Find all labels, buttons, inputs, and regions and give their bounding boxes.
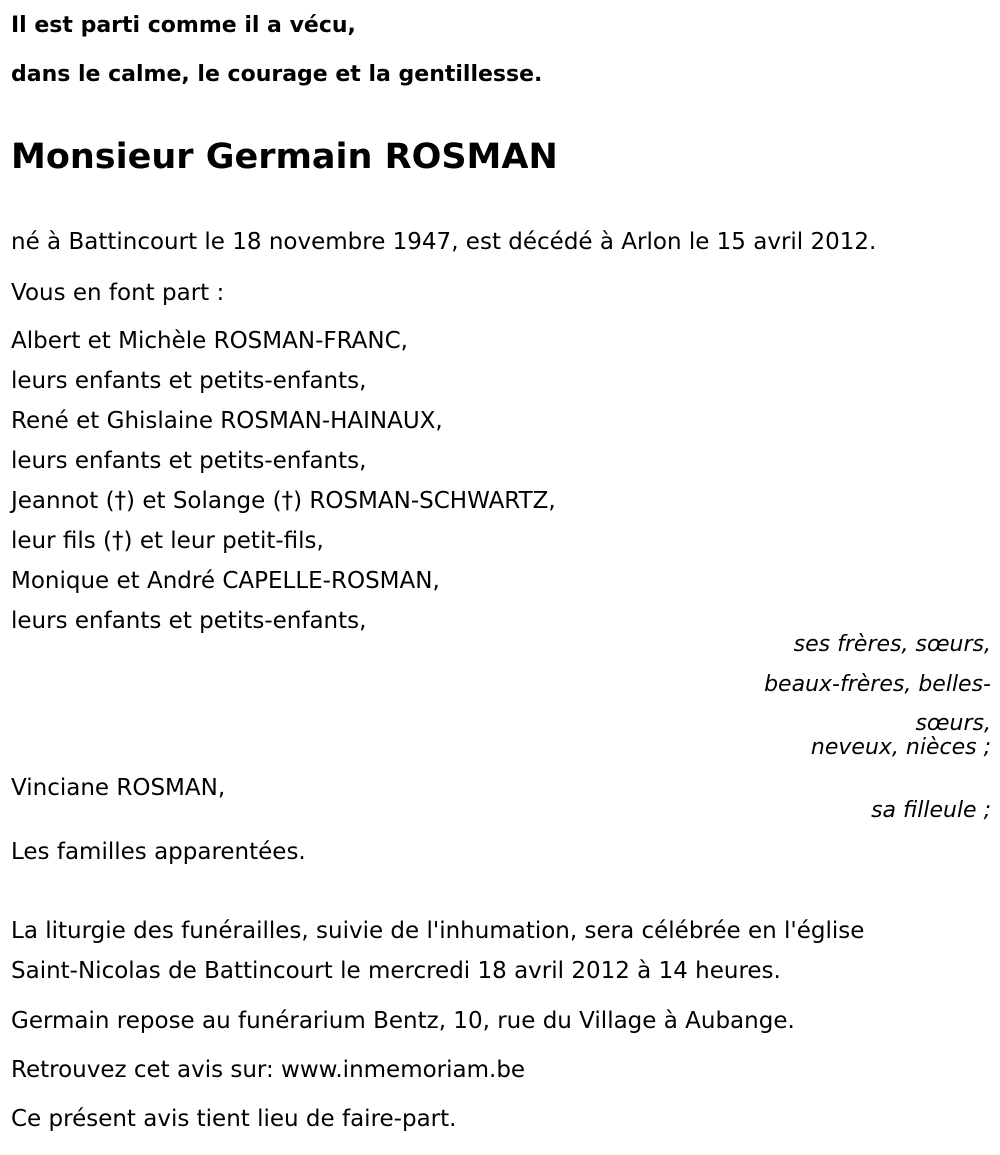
relation-line: sœurs, [915,711,991,736]
funeral-line-2: Saint-Nicolas de Battincourt le mercredi 18 avril 2012 à 14 heures. [11,958,781,984]
related-families: Les familles apparentées. [11,839,306,865]
family-line: Jeannot (†) et Solange (†) ROSMAN-SCHWARTZ, [11,488,556,514]
goddaughter-name: Vinciane ROSMAN, [11,775,226,801]
epigraph-line-1: Il est parti comme il a vécu, [11,13,356,38]
funeral-line-1: La liturgie des funérailles, suivie de l'inhumation, sera célébrée en l'église [11,918,865,944]
family-line: Monique et André CAPELLE-ROSMAN, [11,568,440,594]
family-line: René et Ghislaine ROSMAN-HAINAUX, [11,408,443,434]
family-line: leur fils (†) et leur petit-fils, [11,528,324,554]
announcement-line: Vous en font part : [11,280,225,306]
family-line: leurs enfants et petits-enfants, [11,608,367,634]
deceased-name: Monsieur Germain ROSMAN [11,137,558,177]
relation-line: neveux, nièces ; [810,735,991,760]
epigraph-line-2: dans le calme, le courage et la gentillesse. [11,62,543,87]
family-line: leurs enfants et petits-enfants, [11,448,367,474]
family-line: Albert et Michèle ROSMAN-FRANC, [11,328,408,354]
closing-line: Ce présent avis tient lieu de faire-part. [11,1106,457,1132]
family-line: leurs enfants et petits-enfants, [11,368,367,394]
goddaughter-relation: sa filleule ; [871,798,991,823]
relation-line: beaux-frères, belles- [764,672,991,697]
relation-line: ses frères, sœurs, [793,632,991,657]
repose-line: Germain repose au funérarium Bentz, 10, rue du Village à Aubange. [11,1008,795,1034]
website-line: Retrouvez cet avis sur: www.inmemoriam.be [11,1057,526,1083]
birth-death-line: né à Battincourt le 18 novembre 1947, est décédé à Arlon le 15 avril 2012. [11,229,877,255]
